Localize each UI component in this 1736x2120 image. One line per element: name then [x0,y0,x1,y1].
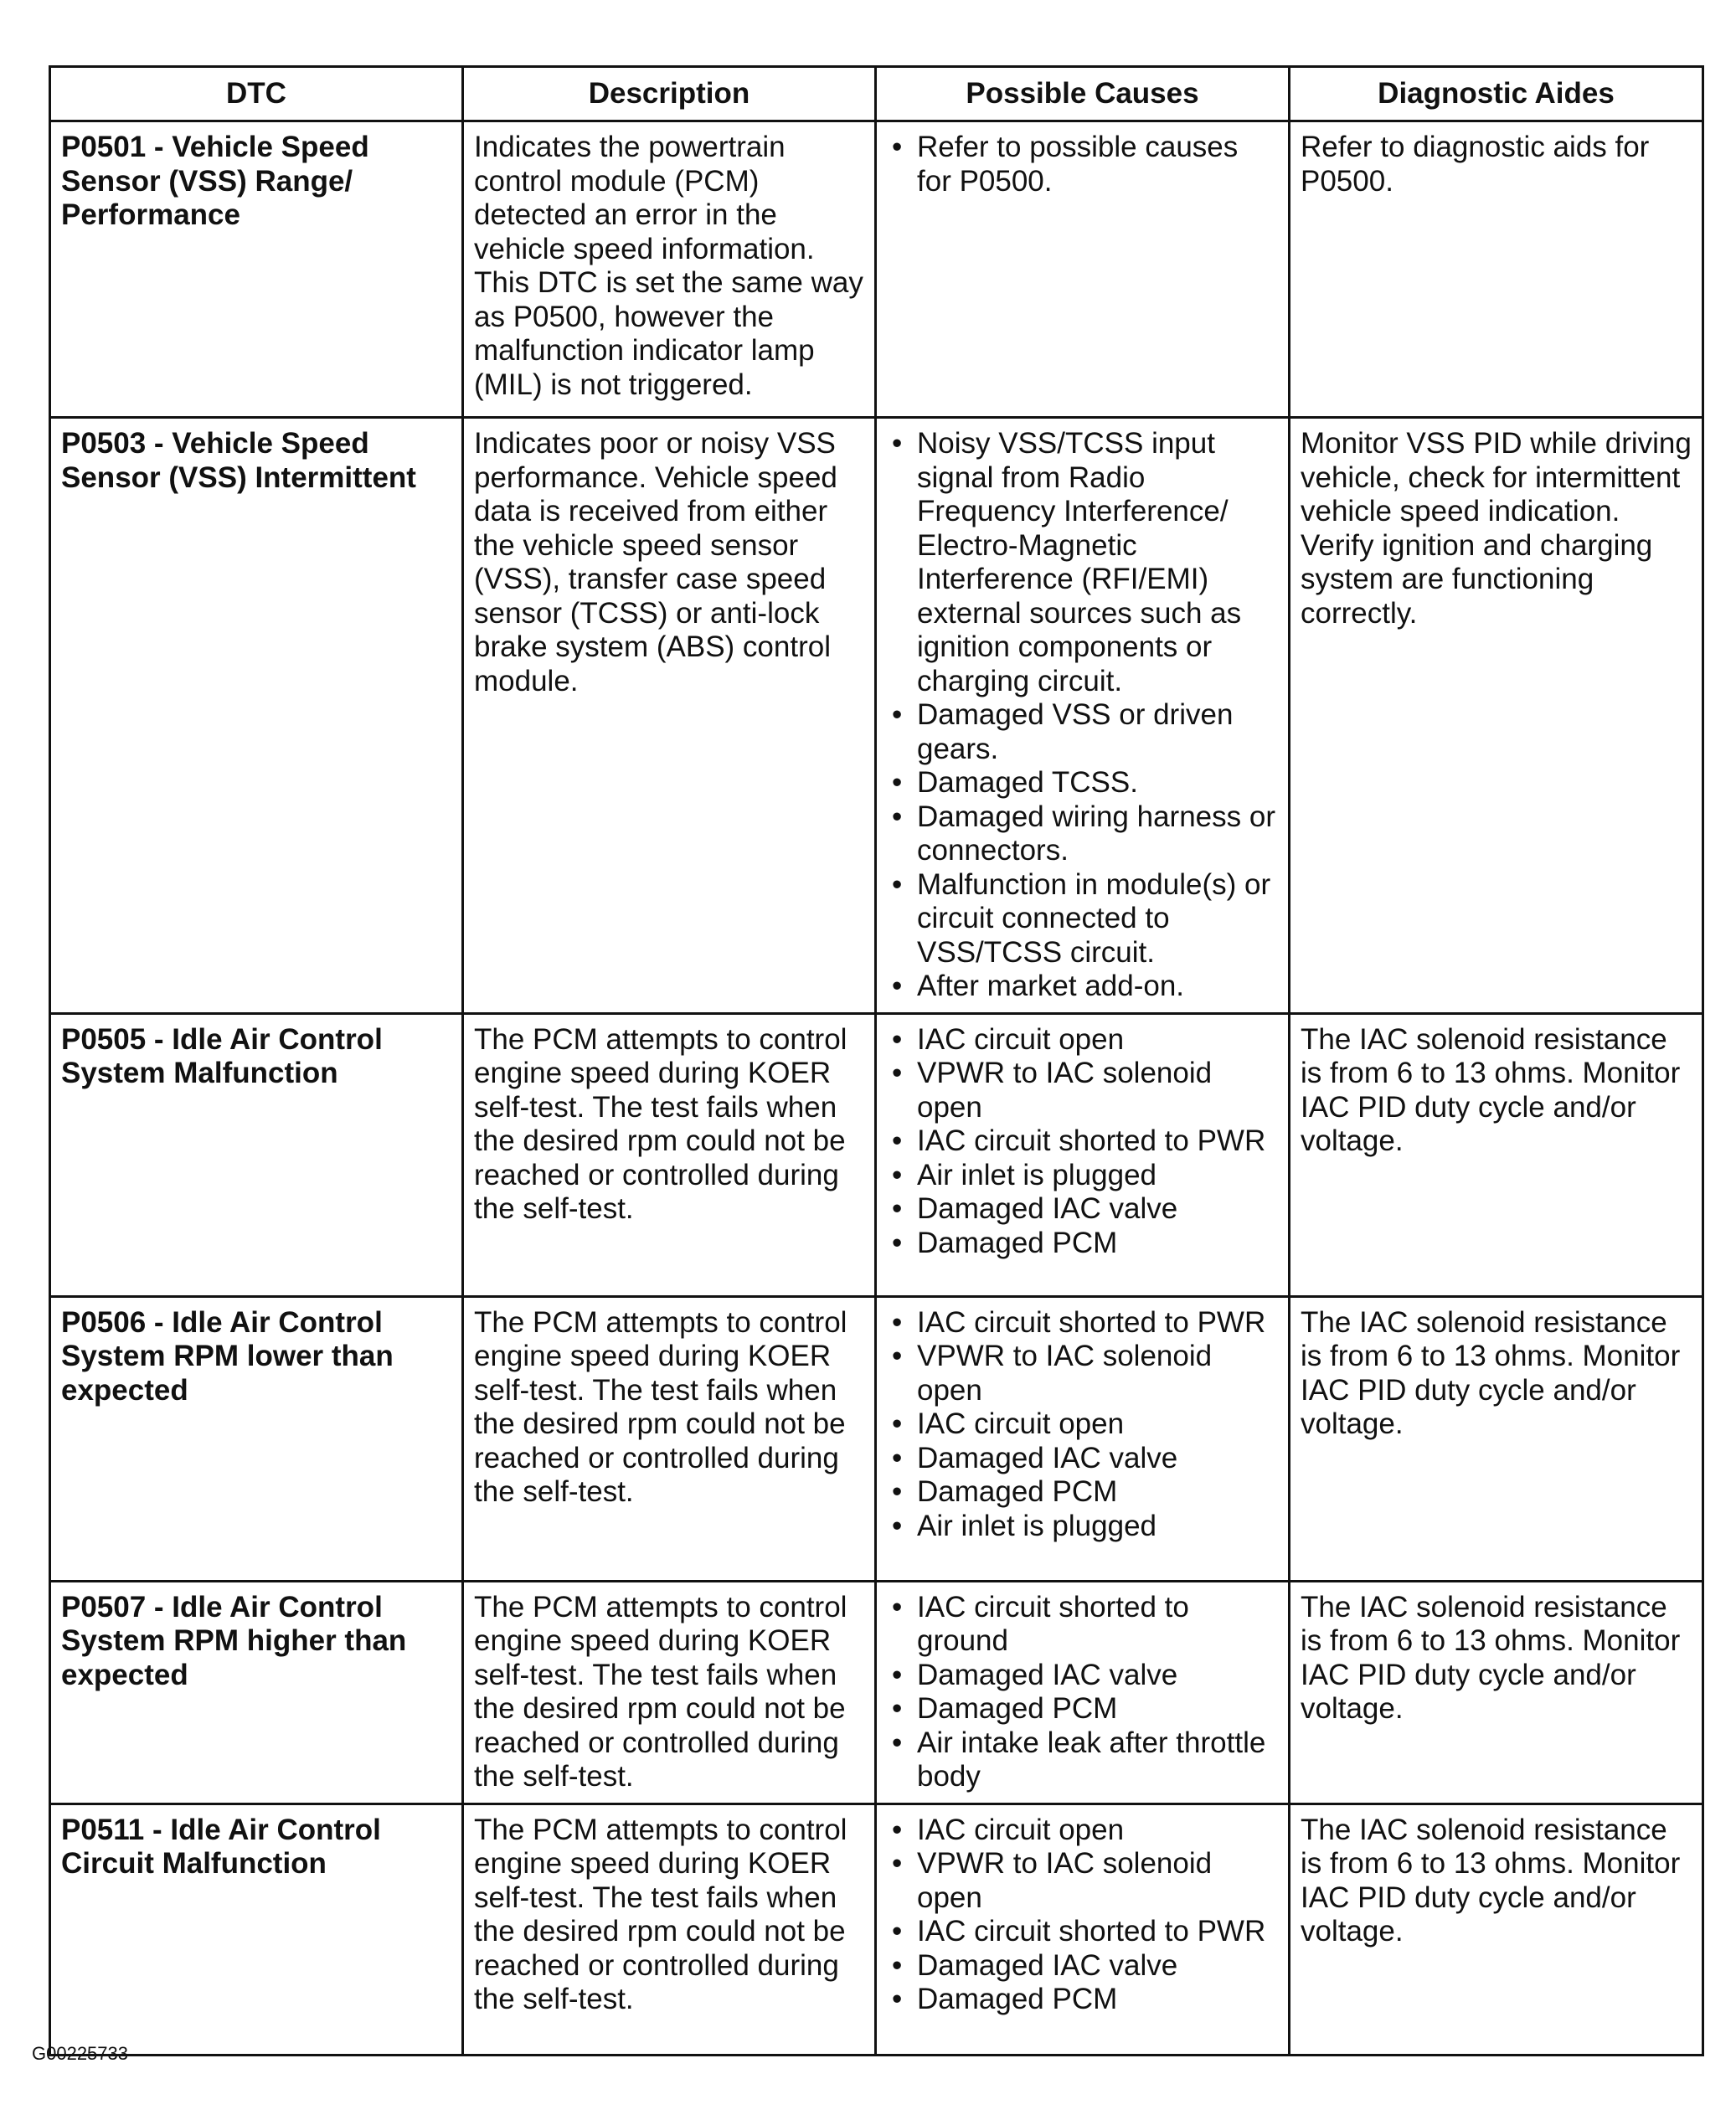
column-header-description: Description [463,67,876,121]
table-header [50,67,1703,121]
table-row [50,1581,1703,1804]
cause-item: • Malfunction in module(s) or circuit connected to VSS/TCSS circuit. [887,868,1278,970]
cause-item: • Air inlet is plugged [887,1159,1278,1193]
cause-item: • Damaged PCM [887,1475,1278,1510]
table-body [50,121,1703,2056]
diagnostic-aides-cell: Monitor VSS PID while driving vehicle, check for intermittent vehicle speed indication. Verify ignition and charging system are functioning correctly. [1290,418,1703,1014]
cause-item: • VPWR to IAC solenoid open [887,1057,1278,1124]
cause-item: • VPWR to IAC solenoid open [887,1847,1278,1915]
cause-item: • Refer to possible causes for P0500. [887,131,1278,198]
possible-causes-cell [876,121,1290,418]
cause-item: • Damaged PCM [887,1227,1278,1261]
causes-list [887,1814,1278,2017]
possible-causes-cell [876,418,1290,1014]
diagnostic-aides-cell: The IAC solenoid resistance is from 6 to 13 ohms. Monitor IAC PID duty cycle and/or voltage. [1290,1581,1703,1804]
dtc-table [49,65,1704,2056]
column-header-dtc: DTC [50,67,463,121]
description-cell: Indicates poor or noisy VSS performance. Vehicle speed data is received from either the vehicle speed sensor (VSS), transfer case speed sensor (TCSS) or anti-lock brake system (ABS) control module. [463,418,876,1014]
cause-item: • Noisy VSS/TCSS input signal from Radio Frequency Interference/ Electro-Magnetic Interference (RFI/EMI) external sources such as ignition components or charging circuit. [887,427,1278,698]
dtc-code-cell: P0505 - Idle Air Control System Malfunction [50,1013,463,1296]
possible-causes-cell [876,1804,1290,2055]
dtc-code-cell: P0501 - Vehicle Speed Sensor (VSS) Range/ Performance [50,121,463,418]
column-header-possible-causes: Possible Causes [876,67,1290,121]
possible-causes-cell [876,1581,1290,1804]
diagnostic-aides-cell: Refer to diagnostic aids for P0500. [1290,121,1703,418]
diagnostic-aides-cell: The IAC solenoid resistance is from 6 to 13 ohms. Monitor IAC PID duty cycle and/or voltage. [1290,1013,1703,1296]
dtc-code-cell: P0507 - Idle Air Control System RPM higher than expected [50,1581,463,1804]
cause-item: • Damaged VSS or driven gears. [887,698,1278,766]
cause-item: • Damaged TCSS. [887,766,1278,800]
cause-item: • Air inlet is plugged [887,1510,1278,1544]
cause-item: • IAC circuit shorted to ground [887,1591,1278,1659]
table-row [50,1296,1703,1581]
description-cell: Indicates the powertrain control module (PCM) detected an error in the vehicle speed information. This DTC is set the same way as P0500, however the malfunction indicator lamp (MIL) is not triggered. [463,121,876,418]
table-row [50,418,1703,1014]
cause-item: • VPWR to IAC solenoid open [887,1340,1278,1407]
causes-list [887,427,1278,1004]
table-row [50,121,1703,418]
cause-item: • Air intake leak after throttle body [887,1726,1278,1794]
cause-item: • IAC circuit shorted to PWR [887,1306,1278,1340]
cause-item: • IAC circuit open [887,1023,1278,1057]
cause-item: • Damaged IAC valve [887,1949,1278,1984]
dtc-code-cell: P0506 - Idle Air Control System RPM lower than expected [50,1296,463,1581]
cause-item: • Damaged wiring harness or connectors. [887,800,1278,868]
description-cell: The PCM attempts to control engine speed during KOER self-test. The test fails when the desired rpm could not be reached or controlled during the self-test. [463,1581,876,1804]
cause-item: • IAC circuit shorted to PWR [887,1124,1278,1159]
diagnostic-aides-cell: The IAC solenoid resistance is from 6 to 13 ohms. Monitor IAC PID duty cycle and/or voltage. [1290,1804,1703,2055]
header-row [50,67,1703,121]
table-row [50,1804,1703,2055]
cause-item: • IAC circuit shorted to PWR [887,1915,1278,1949]
cause-item: • Damaged IAC valve [887,1442,1278,1476]
possible-causes-cell [876,1296,1290,1581]
cause-item: • Damaged PCM [887,1692,1278,1726]
causes-list [887,131,1278,198]
dtc-code-cell: P0503 - Vehicle Speed Sensor (VSS) Intermittent [50,418,463,1014]
causes-list [887,1591,1278,1794]
description-cell: The PCM attempts to control engine speed during KOER self-test. The test fails when the desired rpm could not be reached or controlled during the self-test. [463,1296,876,1581]
table-row [50,1013,1703,1296]
cause-item: • Damaged IAC valve [887,1192,1278,1227]
diagnostic-aides-cell: The IAC solenoid resistance is from 6 to 13 ohms. Monitor IAC PID duty cycle and/or voltage. [1290,1296,1703,1581]
description-cell: The PCM attempts to control engine speed during KOER self-test. The test fails when the desired rpm could not be reached or controlled during the self-test. [463,1013,876,1296]
figure-id-label: G00225733 [32,2043,128,2064]
cause-item: • IAC circuit open [887,1407,1278,1442]
cause-item: • Damaged PCM [887,1983,1278,2017]
possible-causes-cell [876,1013,1290,1296]
column-header-diagnostic-aides: Diagnostic Aides [1290,67,1703,121]
cause-item: • Damaged IAC valve [887,1659,1278,1693]
cause-item: • IAC circuit open [887,1814,1278,1848]
dtc-table-container [49,65,1702,2056]
cause-item: • After market add-on. [887,970,1278,1004]
description-cell: The PCM attempts to control engine speed during KOER self-test. The test fails when the desired rpm could not be reached or controlled during the self-test. [463,1804,876,2055]
causes-list [887,1023,1278,1261]
causes-list [887,1306,1278,1544]
dtc-code-cell: P0511 - Idle Air Control Circuit Malfunction [50,1804,463,2055]
